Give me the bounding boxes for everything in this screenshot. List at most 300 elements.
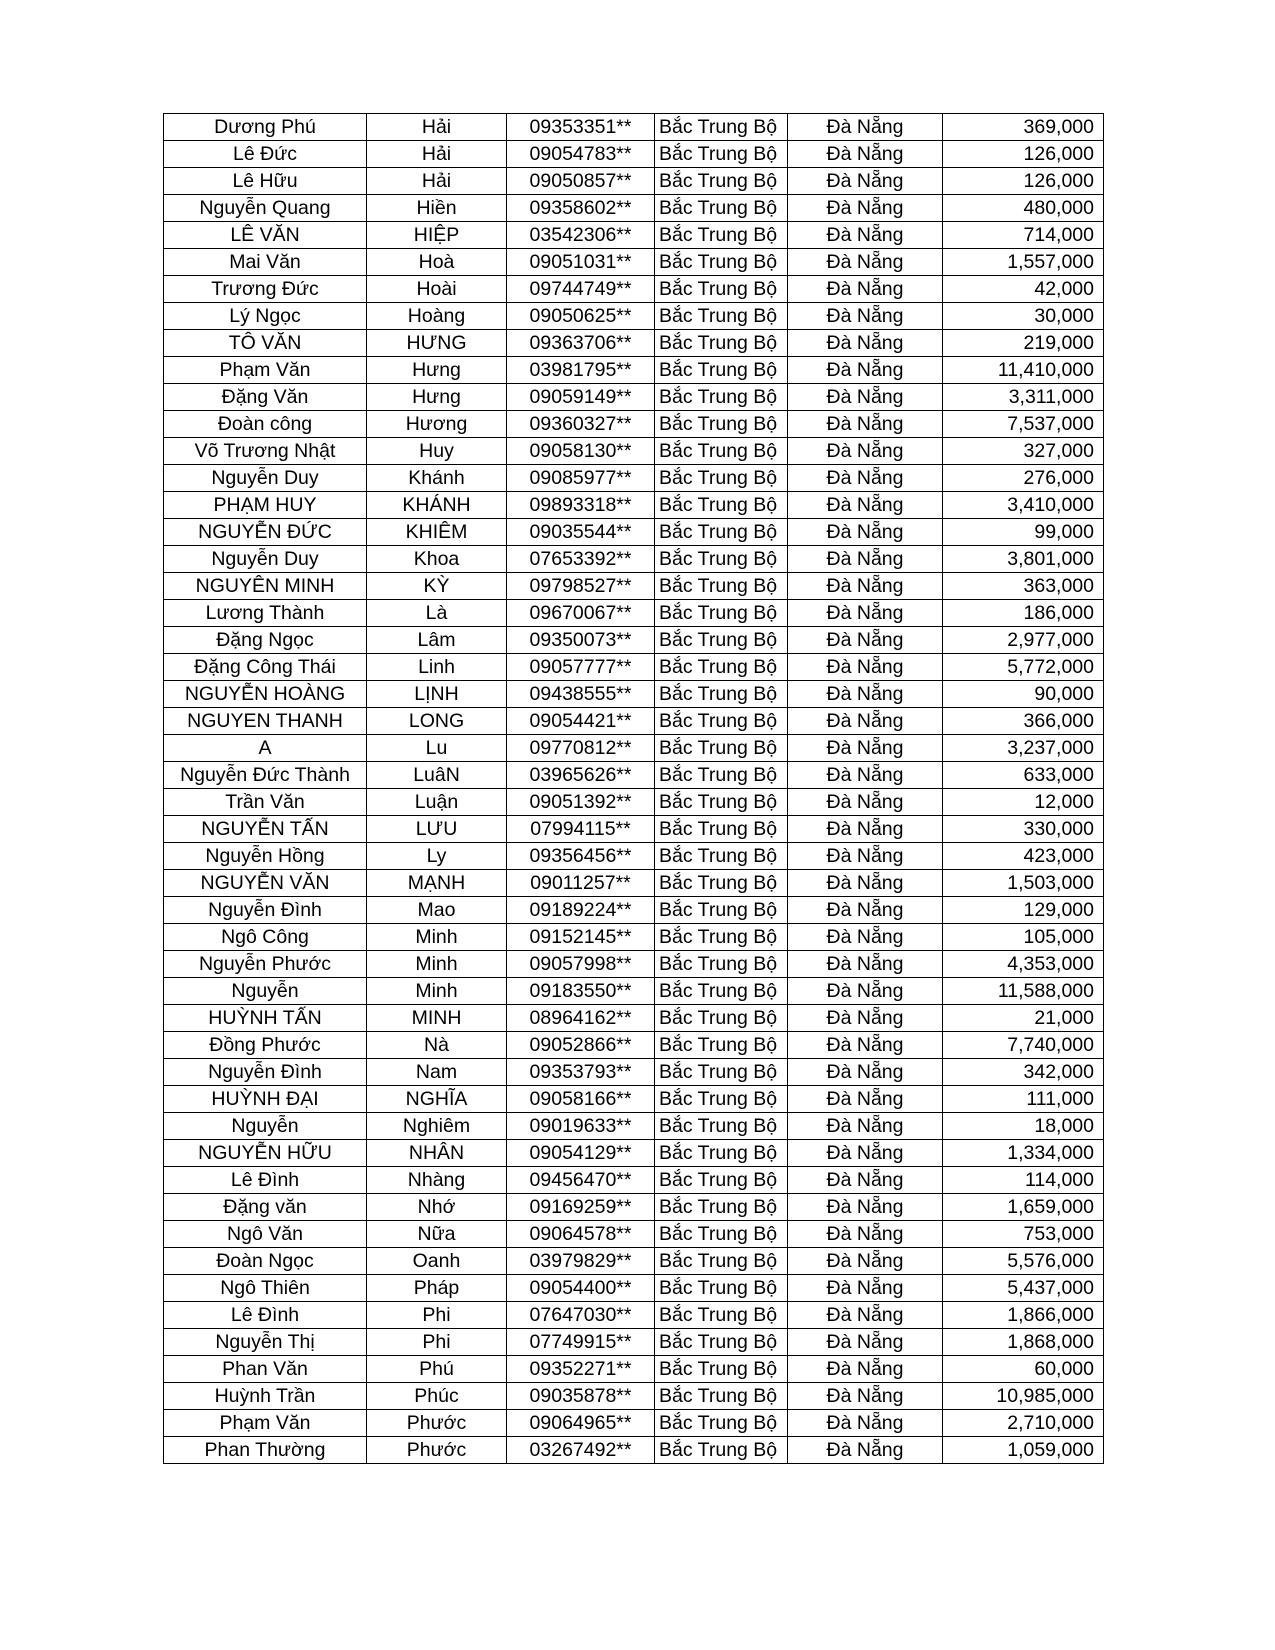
cell-region: Bắc Trung Bộ bbox=[655, 1302, 788, 1329]
cell-ho: NGUYỄN HỮU bbox=[164, 1140, 367, 1167]
cell-amount: 276,000 bbox=[943, 465, 1104, 492]
cell-ho: Phạm Văn bbox=[164, 1410, 367, 1437]
table-row bbox=[164, 1005, 1104, 1032]
cell-city: Đà Nẵng bbox=[788, 1005, 943, 1032]
cell-phone: 09064578** bbox=[507, 1221, 655, 1248]
data-table bbox=[163, 113, 1104, 1464]
cell-city: Đà Nẵng bbox=[788, 1248, 943, 1275]
cell-region: Bắc Trung Bộ bbox=[655, 492, 788, 519]
cell-city: Đà Nẵng bbox=[788, 816, 943, 843]
table-row bbox=[164, 1329, 1104, 1356]
cell-ten: NHÂN bbox=[367, 1140, 507, 1167]
cell-ho: Phạm Văn bbox=[164, 357, 367, 384]
cell-region: Bắc Trung Bộ bbox=[655, 1140, 788, 1167]
cell-city: Đà Nẵng bbox=[788, 1086, 943, 1113]
cell-amount: 3,410,000 bbox=[943, 492, 1104, 519]
cell-region: Bắc Trung Bộ bbox=[655, 816, 788, 843]
cell-region: Bắc Trung Bộ bbox=[655, 735, 788, 762]
cell-ten: HƯNG bbox=[367, 330, 507, 357]
cell-city: Đà Nẵng bbox=[788, 492, 943, 519]
cell-ho: Đặng văn bbox=[164, 1194, 367, 1221]
cell-city: Đà Nẵng bbox=[788, 168, 943, 195]
cell-ten: Pháp bbox=[367, 1275, 507, 1302]
cell-ho: NGUYỄN VĂN bbox=[164, 870, 367, 897]
cell-city: Đà Nẵng bbox=[788, 762, 943, 789]
cell-region: Bắc Trung Bộ bbox=[655, 708, 788, 735]
cell-region: Bắc Trung Bộ bbox=[655, 762, 788, 789]
table-row bbox=[164, 1113, 1104, 1140]
table-row bbox=[164, 1437, 1104, 1464]
table-row bbox=[164, 114, 1104, 141]
cell-amount: 4,353,000 bbox=[943, 951, 1104, 978]
cell-ho: Lê Đức bbox=[164, 141, 367, 168]
cell-amount: 129,000 bbox=[943, 897, 1104, 924]
cell-ho: NGUYEN THANH bbox=[164, 708, 367, 735]
cell-phone: 03981795** bbox=[507, 357, 655, 384]
cell-city: Đà Nẵng bbox=[788, 600, 943, 627]
cell-city: Đà Nẵng bbox=[788, 1167, 943, 1194]
cell-phone: 09051031** bbox=[507, 249, 655, 276]
table-row bbox=[164, 681, 1104, 708]
cell-city: Đà Nẵng bbox=[788, 546, 943, 573]
cell-ten: Oanh bbox=[367, 1248, 507, 1275]
cell-city: Đà Nẵng bbox=[788, 249, 943, 276]
cell-region: Bắc Trung Bộ bbox=[655, 168, 788, 195]
cell-city: Đà Nẵng bbox=[788, 843, 943, 870]
cell-amount: 30,000 bbox=[943, 303, 1104, 330]
cell-amount: 3,801,000 bbox=[943, 546, 1104, 573]
cell-ten: Hải bbox=[367, 168, 507, 195]
cell-city: Đà Nẵng bbox=[788, 870, 943, 897]
cell-ho: HUỲNH ĐẠI bbox=[164, 1086, 367, 1113]
cell-ho: Đặng Ngọc bbox=[164, 627, 367, 654]
cell-region: Bắc Trung Bộ bbox=[655, 1248, 788, 1275]
cell-ho: Nguyễn bbox=[164, 1113, 367, 1140]
cell-region: Bắc Trung Bộ bbox=[655, 870, 788, 897]
table-row bbox=[164, 789, 1104, 816]
cell-phone: 03965626** bbox=[507, 762, 655, 789]
cell-amount: 7,740,000 bbox=[943, 1032, 1104, 1059]
cell-ten: Minh bbox=[367, 951, 507, 978]
cell-phone: 03979829** bbox=[507, 1248, 655, 1275]
cell-ten: Hoà bbox=[367, 249, 507, 276]
cell-city: Đà Nẵng bbox=[788, 114, 943, 141]
cell-phone: 09770812** bbox=[507, 735, 655, 762]
cell-city: Đà Nẵng bbox=[788, 384, 943, 411]
cell-amount: 5,576,000 bbox=[943, 1248, 1104, 1275]
table-row bbox=[164, 1383, 1104, 1410]
cell-ho: Nguyễn Phước bbox=[164, 951, 367, 978]
cell-ho: NGUYỄN TẤN bbox=[164, 816, 367, 843]
cell-ten: Minh bbox=[367, 924, 507, 951]
cell-ten: Hoàng bbox=[367, 303, 507, 330]
table-row bbox=[164, 897, 1104, 924]
cell-ten: Nà bbox=[367, 1032, 507, 1059]
table-row bbox=[164, 1248, 1104, 1275]
cell-amount: 342,000 bbox=[943, 1059, 1104, 1086]
cell-phone: 07749915** bbox=[507, 1329, 655, 1356]
cell-amount: 330,000 bbox=[943, 816, 1104, 843]
cell-amount: 42,000 bbox=[943, 276, 1104, 303]
cell-ho: Trương Đức bbox=[164, 276, 367, 303]
cell-phone: 09035878** bbox=[507, 1383, 655, 1410]
cell-region: Bắc Trung Bộ bbox=[655, 654, 788, 681]
cell-city: Đà Nẵng bbox=[788, 951, 943, 978]
cell-ten: KHIÊM bbox=[367, 519, 507, 546]
cell-region: Bắc Trung Bộ bbox=[655, 195, 788, 222]
cell-ho: Đặng Công Thái bbox=[164, 654, 367, 681]
cell-region: Bắc Trung Bộ bbox=[655, 303, 788, 330]
cell-amount: 126,000 bbox=[943, 168, 1104, 195]
cell-amount: 111,000 bbox=[943, 1086, 1104, 1113]
cell-ten: Hưng bbox=[367, 384, 507, 411]
cell-ten: Minh bbox=[367, 978, 507, 1005]
cell-ho: TÔ VĂN bbox=[164, 330, 367, 357]
cell-ho: Nguyễn Duy bbox=[164, 465, 367, 492]
cell-phone: 09353793** bbox=[507, 1059, 655, 1086]
cell-city: Đà Nẵng bbox=[788, 573, 943, 600]
cell-city: Đà Nẵng bbox=[788, 1437, 943, 1464]
table-row bbox=[164, 1410, 1104, 1437]
cell-city: Đà Nẵng bbox=[788, 1059, 943, 1086]
cell-city: Đà Nẵng bbox=[788, 654, 943, 681]
cell-region: Bắc Trung Bộ bbox=[655, 357, 788, 384]
cell-region: Bắc Trung Bộ bbox=[655, 1356, 788, 1383]
cell-phone: 09798527** bbox=[507, 573, 655, 600]
cell-phone: 09363706** bbox=[507, 330, 655, 357]
cell-region: Bắc Trung Bộ bbox=[655, 465, 788, 492]
cell-amount: 11,588,000 bbox=[943, 978, 1104, 1005]
cell-amount: 5,772,000 bbox=[943, 654, 1104, 681]
table-row bbox=[164, 1221, 1104, 1248]
cell-ten: Nữa bbox=[367, 1221, 507, 1248]
cell-city: Đà Nẵng bbox=[788, 897, 943, 924]
cell-city: Đà Nẵng bbox=[788, 465, 943, 492]
cell-ten: LONG bbox=[367, 708, 507, 735]
cell-ho: Võ Trương Nhật bbox=[164, 438, 367, 465]
cell-ten: Hưng bbox=[367, 357, 507, 384]
cell-amount: 1,659,000 bbox=[943, 1194, 1104, 1221]
cell-phone: 07994115** bbox=[507, 816, 655, 843]
cell-region: Bắc Trung Bộ bbox=[655, 1194, 788, 1221]
cell-ho: Dương Phú bbox=[164, 114, 367, 141]
cell-ho: Nguyễn Đình bbox=[164, 897, 367, 924]
table-row bbox=[164, 816, 1104, 843]
cell-ten: Hiền bbox=[367, 195, 507, 222]
cell-ten: Phước bbox=[367, 1437, 507, 1464]
table-row bbox=[164, 276, 1104, 303]
cell-amount: 10,985,000 bbox=[943, 1383, 1104, 1410]
cell-ho: PHẠM HUY bbox=[164, 492, 367, 519]
cell-amount: 21,000 bbox=[943, 1005, 1104, 1032]
cell-amount: 327,000 bbox=[943, 438, 1104, 465]
cell-region: Bắc Trung Bộ bbox=[655, 519, 788, 546]
table-row bbox=[164, 1356, 1104, 1383]
cell-region: Bắc Trung Bộ bbox=[655, 384, 788, 411]
cell-region: Bắc Trung Bộ bbox=[655, 1410, 788, 1437]
cell-amount: 105,000 bbox=[943, 924, 1104, 951]
cell-ho: Nguyễn Đình bbox=[164, 1059, 367, 1086]
cell-city: Đà Nẵng bbox=[788, 222, 943, 249]
cell-amount: 2,977,000 bbox=[943, 627, 1104, 654]
cell-ho: Phan Văn bbox=[164, 1356, 367, 1383]
table-row bbox=[164, 330, 1104, 357]
cell-city: Đà Nẵng bbox=[788, 1275, 943, 1302]
cell-ho: Đoàn công bbox=[164, 411, 367, 438]
table-row bbox=[164, 1059, 1104, 1086]
cell-amount: 1,334,000 bbox=[943, 1140, 1104, 1167]
cell-ten: Lâm bbox=[367, 627, 507, 654]
cell-region: Bắc Trung Bộ bbox=[655, 114, 788, 141]
cell-ten: Phú bbox=[367, 1356, 507, 1383]
table-row bbox=[164, 1275, 1104, 1302]
cell-phone: 09352271** bbox=[507, 1356, 655, 1383]
cell-phone: 09035544** bbox=[507, 519, 655, 546]
cell-phone: 09057998** bbox=[507, 951, 655, 978]
cell-city: Đà Nẵng bbox=[788, 411, 943, 438]
cell-phone: 09744749** bbox=[507, 276, 655, 303]
cell-region: Bắc Trung Bộ bbox=[655, 1086, 788, 1113]
cell-ho: Ngô Văn bbox=[164, 1221, 367, 1248]
cell-phone: 09059149** bbox=[507, 384, 655, 411]
cell-ten: Phi bbox=[367, 1302, 507, 1329]
cell-phone: 09456470** bbox=[507, 1167, 655, 1194]
cell-phone: 08964162** bbox=[507, 1005, 655, 1032]
table-row bbox=[164, 1032, 1104, 1059]
cell-city: Đà Nẵng bbox=[788, 1194, 943, 1221]
cell-amount: 12,000 bbox=[943, 789, 1104, 816]
cell-phone: 09050857** bbox=[507, 168, 655, 195]
cell-region: Bắc Trung Bộ bbox=[655, 276, 788, 303]
cell-phone: 09169259** bbox=[507, 1194, 655, 1221]
table-row bbox=[164, 411, 1104, 438]
cell-amount: 3,237,000 bbox=[943, 735, 1104, 762]
cell-ho: Ngô Thiên bbox=[164, 1275, 367, 1302]
table-row bbox=[164, 1194, 1104, 1221]
cell-ho: Nguyễn Thị bbox=[164, 1329, 367, 1356]
cell-ho: Đoàn Ngọc bbox=[164, 1248, 367, 1275]
cell-city: Đà Nẵng bbox=[788, 735, 943, 762]
table-row bbox=[164, 195, 1104, 222]
cell-ten: Hương bbox=[367, 411, 507, 438]
cell-ho: Lương Thành bbox=[164, 600, 367, 627]
cell-city: Đà Nẵng bbox=[788, 276, 943, 303]
cell-city: Đà Nẵng bbox=[788, 978, 943, 1005]
cell-phone: 09051392** bbox=[507, 789, 655, 816]
cell-ho: Lê Hữu bbox=[164, 168, 367, 195]
cell-ten: Nghiêm bbox=[367, 1113, 507, 1140]
cell-region: Bắc Trung Bộ bbox=[655, 141, 788, 168]
cell-amount: 366,000 bbox=[943, 708, 1104, 735]
table-row bbox=[164, 546, 1104, 573]
cell-region: Bắc Trung Bộ bbox=[655, 1005, 788, 1032]
cell-ho: NGUYÊN MINH bbox=[164, 573, 367, 600]
cell-ten: Nhớ bbox=[367, 1194, 507, 1221]
cell-phone: 09085977** bbox=[507, 465, 655, 492]
cell-ten: MINH bbox=[367, 1005, 507, 1032]
table-row bbox=[164, 303, 1104, 330]
table-body bbox=[164, 114, 1104, 1464]
cell-amount: 2,710,000 bbox=[943, 1410, 1104, 1437]
cell-phone: 09054400** bbox=[507, 1275, 655, 1302]
cell-region: Bắc Trung Bộ bbox=[655, 330, 788, 357]
cell-ten: LƯU bbox=[367, 816, 507, 843]
table-row bbox=[164, 141, 1104, 168]
cell-phone: 09052866** bbox=[507, 1032, 655, 1059]
cell-amount: 369,000 bbox=[943, 114, 1104, 141]
cell-ho: Ngô Công bbox=[164, 924, 367, 951]
table-row bbox=[164, 978, 1104, 1005]
cell-city: Đà Nẵng bbox=[788, 1113, 943, 1140]
cell-city: Đà Nẵng bbox=[788, 1410, 943, 1437]
cell-ho: Lê Đình bbox=[164, 1167, 367, 1194]
cell-ho: Phan Thường bbox=[164, 1437, 367, 1464]
cell-ten: Nhàng bbox=[367, 1167, 507, 1194]
cell-ho: LÊ VĂN bbox=[164, 222, 367, 249]
table-row bbox=[164, 438, 1104, 465]
cell-phone: 09358602** bbox=[507, 195, 655, 222]
cell-region: Bắc Trung Bộ bbox=[655, 222, 788, 249]
cell-phone: 09054421** bbox=[507, 708, 655, 735]
cell-ho: Nguyễn Đức Thành bbox=[164, 762, 367, 789]
cell-ho: Nguyễn bbox=[164, 978, 367, 1005]
cell-phone: 09058166** bbox=[507, 1086, 655, 1113]
cell-phone: 07647030** bbox=[507, 1302, 655, 1329]
cell-region: Bắc Trung Bộ bbox=[655, 1275, 788, 1302]
cell-ten: Phước bbox=[367, 1410, 507, 1437]
cell-region: Bắc Trung Bộ bbox=[655, 681, 788, 708]
table-row bbox=[164, 924, 1104, 951]
cell-region: Bắc Trung Bộ bbox=[655, 1113, 788, 1140]
cell-phone: 09057777** bbox=[507, 654, 655, 681]
cell-region: Bắc Trung Bộ bbox=[655, 546, 788, 573]
cell-ten: Phi bbox=[367, 1329, 507, 1356]
cell-amount: 126,000 bbox=[943, 141, 1104, 168]
table-row bbox=[164, 384, 1104, 411]
cell-amount: 1,503,000 bbox=[943, 870, 1104, 897]
cell-phone: 09353351** bbox=[507, 114, 655, 141]
cell-ten: LỊNH bbox=[367, 681, 507, 708]
cell-amount: 186,000 bbox=[943, 600, 1104, 627]
table-row bbox=[164, 1302, 1104, 1329]
table-row bbox=[164, 627, 1104, 654]
cell-ten: Hải bbox=[367, 141, 507, 168]
cell-amount: 11,410,000 bbox=[943, 357, 1104, 384]
cell-amount: 1,868,000 bbox=[943, 1329, 1104, 1356]
cell-city: Đà Nẵng bbox=[788, 303, 943, 330]
cell-amount: 90,000 bbox=[943, 681, 1104, 708]
cell-region: Bắc Trung Bộ bbox=[655, 897, 788, 924]
cell-ten: NGHĨA bbox=[367, 1086, 507, 1113]
cell-ho: Lý Ngọc bbox=[164, 303, 367, 330]
cell-ho: Mai Văn bbox=[164, 249, 367, 276]
cell-phone: 09183550** bbox=[507, 978, 655, 1005]
cell-ten: Huy bbox=[367, 438, 507, 465]
cell-region: Bắc Trung Bộ bbox=[655, 1221, 788, 1248]
table-row bbox=[164, 357, 1104, 384]
table-row bbox=[164, 168, 1104, 195]
cell-ten: Mao bbox=[367, 897, 507, 924]
cell-phone: 07653392** bbox=[507, 546, 655, 573]
cell-ho: Nguyễn Quang bbox=[164, 195, 367, 222]
table-row bbox=[164, 735, 1104, 762]
cell-region: Bắc Trung Bộ bbox=[655, 1032, 788, 1059]
cell-region: Bắc Trung Bộ bbox=[655, 627, 788, 654]
cell-ho: NGUYỄN HOÀNG bbox=[164, 681, 367, 708]
cell-amount: 3,311,000 bbox=[943, 384, 1104, 411]
cell-amount: 219,000 bbox=[943, 330, 1104, 357]
cell-ten: Ly bbox=[367, 843, 507, 870]
cell-city: Đà Nẵng bbox=[788, 1329, 943, 1356]
cell-city: Đà Nẵng bbox=[788, 1221, 943, 1248]
table-row bbox=[164, 1167, 1104, 1194]
cell-phone: 09670067** bbox=[507, 600, 655, 627]
cell-city: Đà Nẵng bbox=[788, 681, 943, 708]
cell-phone: 03267492** bbox=[507, 1437, 655, 1464]
cell-ho: Lê Đình bbox=[164, 1302, 367, 1329]
cell-phone: 09360327** bbox=[507, 411, 655, 438]
table-row bbox=[164, 492, 1104, 519]
cell-region: Bắc Trung Bộ bbox=[655, 789, 788, 816]
cell-ten: Lu bbox=[367, 735, 507, 762]
cell-amount: 114,000 bbox=[943, 1167, 1104, 1194]
table-row bbox=[164, 1086, 1104, 1113]
cell-ten: Khánh bbox=[367, 465, 507, 492]
cell-region: Bắc Trung Bộ bbox=[655, 1059, 788, 1086]
cell-city: Đà Nẵng bbox=[788, 519, 943, 546]
table-row bbox=[164, 654, 1104, 681]
cell-phone: 09064965** bbox=[507, 1410, 655, 1437]
table-row bbox=[164, 465, 1104, 492]
cell-amount: 363,000 bbox=[943, 573, 1104, 600]
cell-phone: 09189224** bbox=[507, 897, 655, 924]
cell-city: Đà Nẵng bbox=[788, 1383, 943, 1410]
cell-amount: 1,059,000 bbox=[943, 1437, 1104, 1464]
cell-ten: Nam bbox=[367, 1059, 507, 1086]
cell-ho: A bbox=[164, 735, 367, 762]
cell-city: Đà Nẵng bbox=[788, 789, 943, 816]
cell-ten: Phúc bbox=[367, 1383, 507, 1410]
cell-phone: 03542306** bbox=[507, 222, 655, 249]
cell-ho: Nguyễn Duy bbox=[164, 546, 367, 573]
cell-ten: KHÁNH bbox=[367, 492, 507, 519]
cell-ten: LuâN bbox=[367, 762, 507, 789]
table-row bbox=[164, 951, 1104, 978]
cell-region: Bắc Trung Bộ bbox=[655, 951, 788, 978]
cell-city: Đà Nẵng bbox=[788, 708, 943, 735]
cell-amount: 633,000 bbox=[943, 762, 1104, 789]
cell-ten: Hoài bbox=[367, 276, 507, 303]
cell-city: Đà Nẵng bbox=[788, 1356, 943, 1383]
cell-region: Bắc Trung Bộ bbox=[655, 249, 788, 276]
cell-ho: Đặng Văn bbox=[164, 384, 367, 411]
cell-amount: 99,000 bbox=[943, 519, 1104, 546]
cell-region: Bắc Trung Bộ bbox=[655, 438, 788, 465]
cell-phone: 09054129** bbox=[507, 1140, 655, 1167]
cell-amount: 5,437,000 bbox=[943, 1275, 1104, 1302]
cell-ten: Khoa bbox=[367, 546, 507, 573]
cell-ten: Luận bbox=[367, 789, 507, 816]
cell-amount: 753,000 bbox=[943, 1221, 1104, 1248]
cell-amount: 714,000 bbox=[943, 222, 1104, 249]
cell-phone: 09350073** bbox=[507, 627, 655, 654]
cell-region: Bắc Trung Bộ bbox=[655, 843, 788, 870]
cell-region: Bắc Trung Bộ bbox=[655, 573, 788, 600]
cell-ten: Là bbox=[367, 600, 507, 627]
cell-phone: 09019633** bbox=[507, 1113, 655, 1140]
cell-ho: HUỲNH TẤN bbox=[164, 1005, 367, 1032]
cell-region: Bắc Trung Bộ bbox=[655, 1329, 788, 1356]
